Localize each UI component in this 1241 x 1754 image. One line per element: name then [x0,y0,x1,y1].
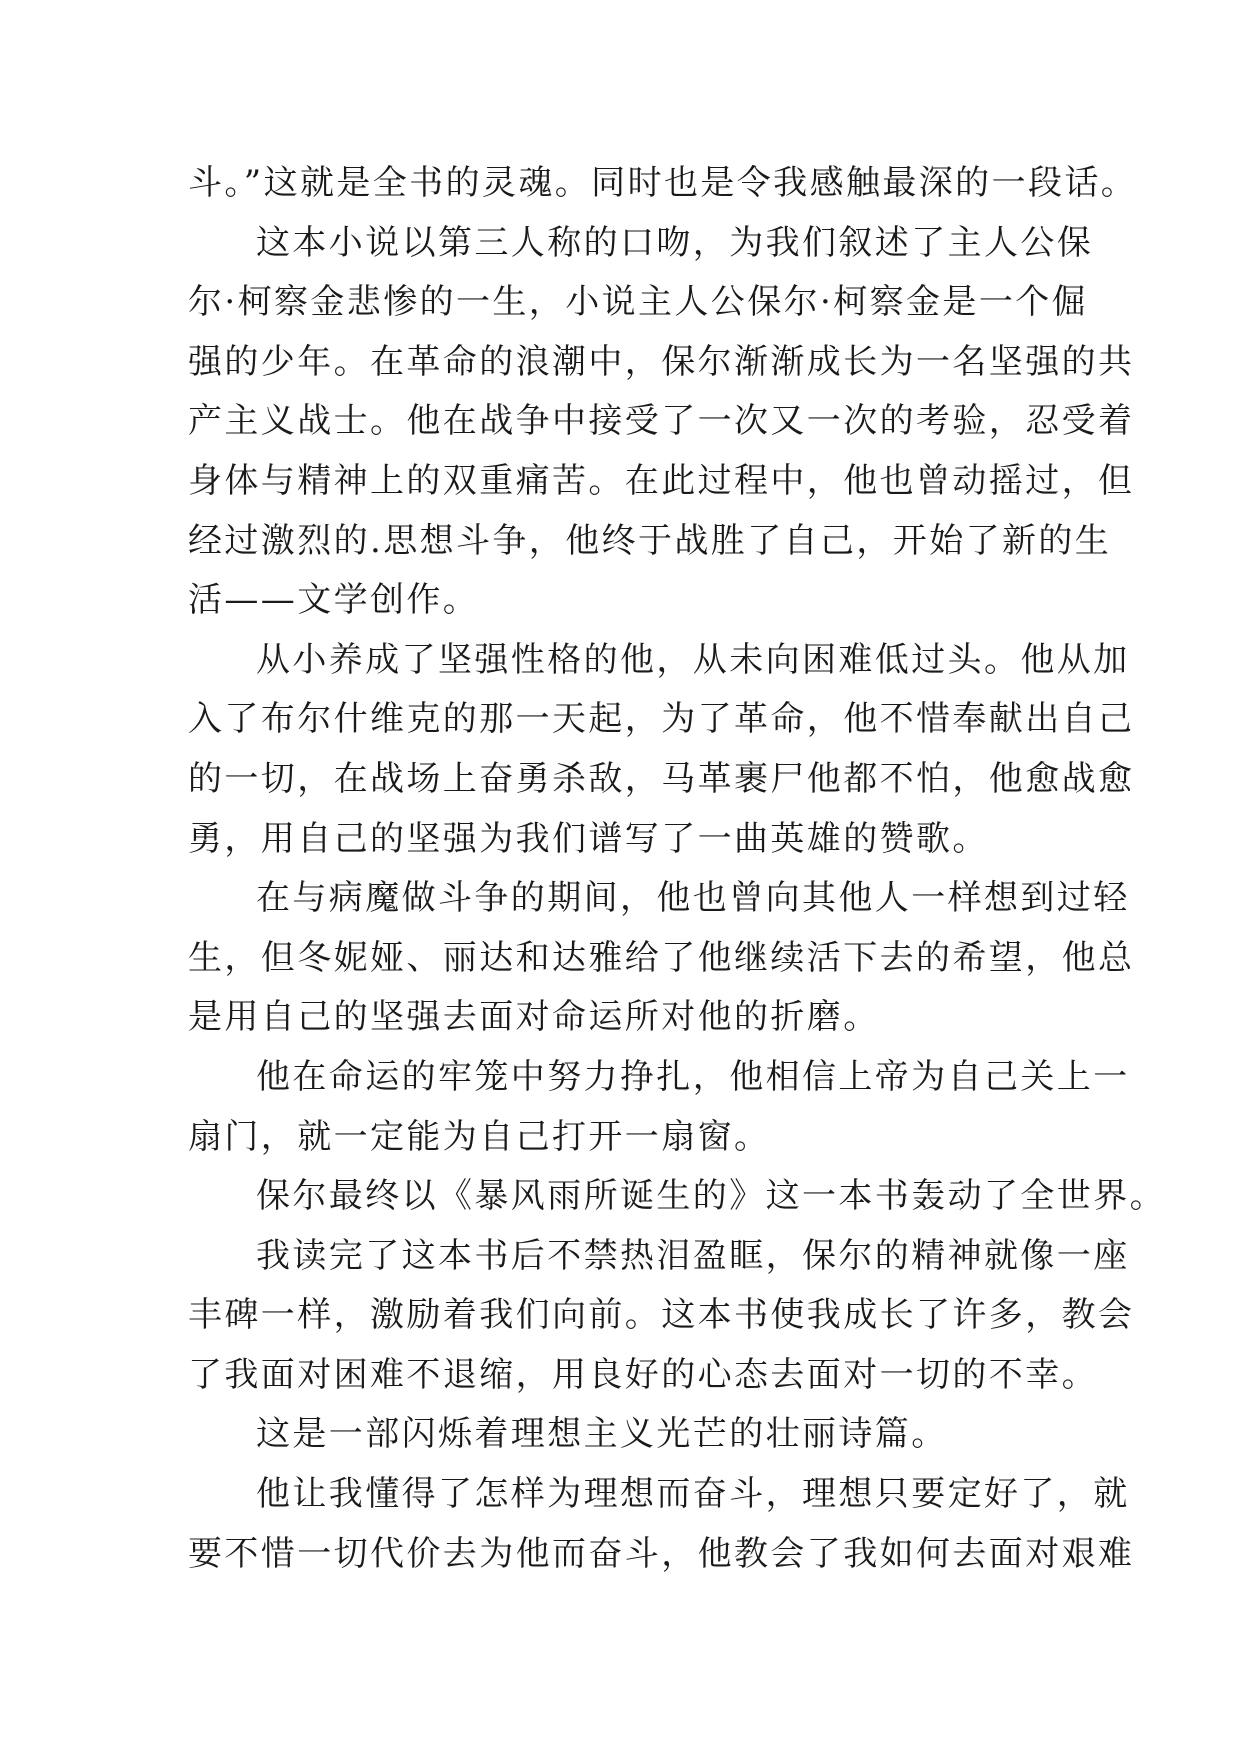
body-text [188,154,1166,1584]
text-line: 要不惜一切代价去为他而奋斗，他教会了我如何去面对艰难 [188,1533,1135,1574]
text-line: 从小养成了坚强性格的他，从未向困难低过头。他从加 [256,639,1130,680]
text-line: 强的少年。在革命的浪潮中，保尔渐渐成长为一名坚强的共 [188,341,1135,382]
text-line: 活——文学创作。 [188,580,480,621]
text-line: 他让我懂得了怎样为理想而奋斗，理想只要定好了，就 [256,1474,1130,1515]
text-line: 是用自己的坚强去面对命运所对他的折磨。 [188,997,880,1038]
text-line: 丰碑一样，激励着我们向前。这本书使我成长了许多，教会 [188,1295,1135,1336]
text-line: 产主义战士。他在战争中接受了一次又一次的考验，忍受着 [188,401,1135,442]
text-line: 斗。”这就是全书的灵魂。同时也是令我感触最深的一段话。 [188,163,1138,203]
text-line: 尔·柯察金悲惨的一生，小说主人公保尔·柯察金是一个倔 [188,282,1089,323]
text-line: 生，但冬妮娅、丽达和达雅给了他继续活下去的希望，他总 [188,937,1135,978]
text-line: 入了布尔什维克的那一天起，为了革命，他不惜奉献出自己 [188,699,1135,740]
text-line: 身体与精神上的双重痛苦。在此过程中，他也曾动摇过，但 [188,460,1135,501]
text-line: 扇门，就一定能为自己打开一扇窗。 [188,1116,771,1157]
text-line: 经过激烈的.思想斗争，他终于战胜了自己，开始了新的生 [188,520,1112,561]
text-line: 他在命运的牢笼中努力挣扎，他相信上帝为自己关上一 [256,1056,1130,1097]
text-line: 我读完了这本书后不禁热泪盈眶，保尔的精神就像一座 [256,1235,1130,1276]
text-line: 这是一部闪烁着理想主义光芒的壮丽诗篇。 [256,1414,948,1455]
text-line: 在与病魔做斗争的期间，他也曾向其他人一样想到过轻 [256,878,1130,919]
text-line: 这本小说以第三人称的口吻，为我们叙述了主人公保 [256,222,1094,263]
text-line: 的一切，在战场上奋勇杀敌，马革裹尸他都不怕，他愈战愈 [188,758,1135,799]
text-line: 了我面对困难不退缩，用良好的心态去面对一切的不幸。 [188,1354,1098,1395]
text-line: 保尔最终以《暴风雨所诞生的》这一本书轰动了全世界。 [256,1176,1166,1217]
text-line: 勇，用自己的坚强为我们谱写了一曲英雄的赞歌。 [188,818,989,859]
